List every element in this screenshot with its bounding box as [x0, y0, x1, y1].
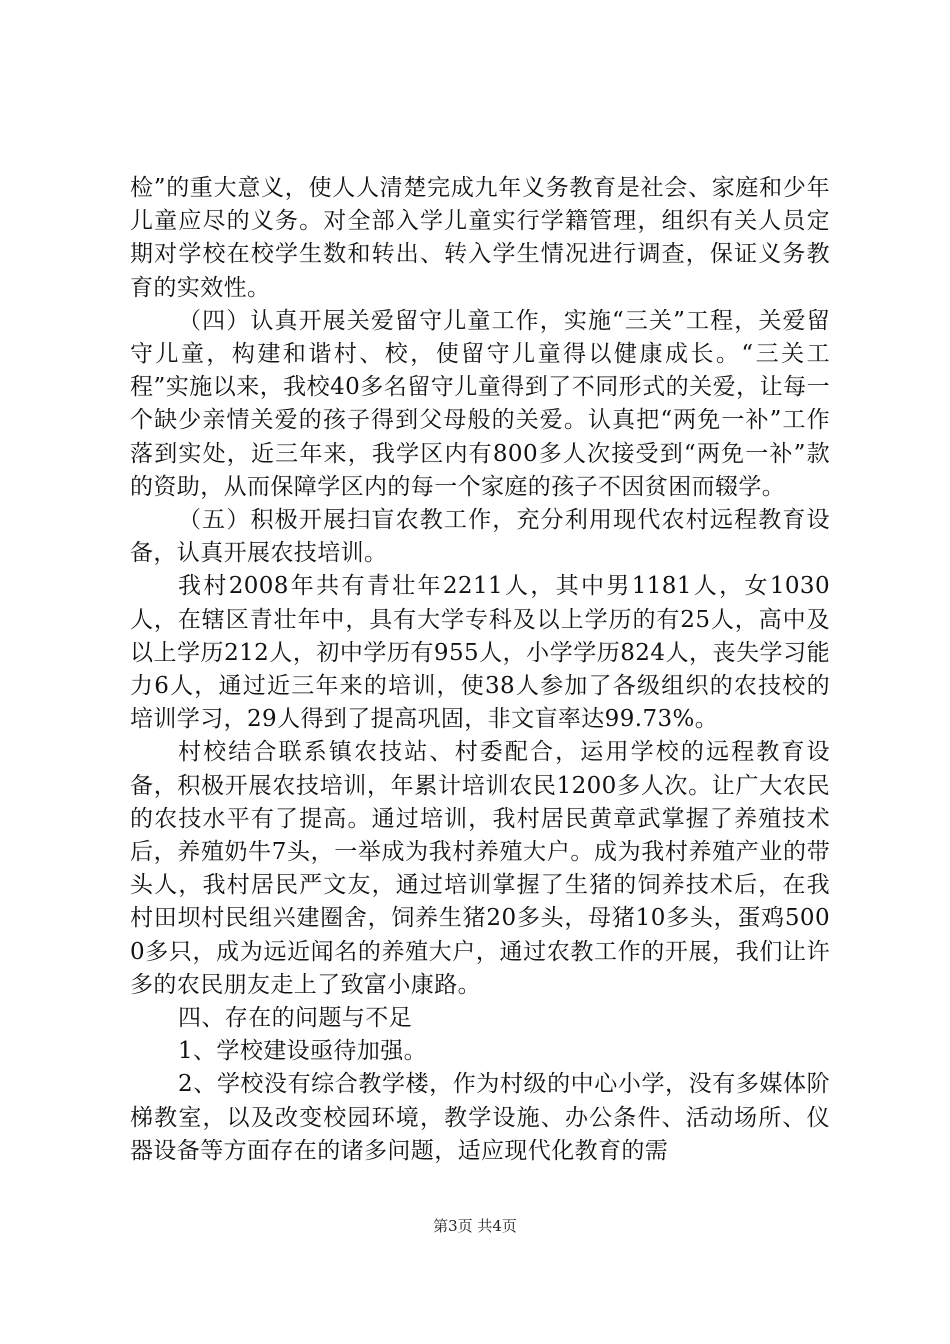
paragraph-training: 村校结合联系镇农技站、村委配合，运用学校的远程教育设备，积极开展农技培训，年累计培训农民1200多人次。让广大农民的农技水平有了提高。通过培训，我村居民黄章武掌握了养殖技术后，养殖奶牛7头，一举成为我村养殖大户。成为我村养殖产业的带头人，我村居民严文友，通过培训掌握了生猪的饲养技术后，在我村田坝村民组兴建圈舍，饲养生猪20多头，母猪10多头，蛋鸡5000多只，成为远近闻名的养殖大户，通过农教工作的开展，我们让许多的农民朋友走上了致富小康路。: [130, 739, 830, 998]
paragraph-continuation: 检”的重大意义，使人人清楚完成九年义务教育是社会、家庭和少年儿童应尽的义务。对全部入学儿童实行学籍管理，组织有关人员定期对学校在校学生数和转出、转入学生情况进行调查，保证义务教育的实效性。: [130, 175, 830, 301]
paragraph-statistics: 我村2008年共有青壮年2211人，其中男1181人，女1030人，在辖区青壮年中，具有大学专科及以上学历的有25人，高中及以上学历212人，初中学历有955人，小学学历824人，丧失学习能力6人，通过近三年来的培训，使38人参加了各级组织的农技校的培训学习，29人得到了提高巩固，非文盲率达99.73%。: [130, 573, 830, 733]
paragraph-section-four: （四）认真开展关爱留守儿童工作，实施“三关”工程，关爱留守儿童，构建和谐村、校，使留守儿童得以健康成长。“三关工程”实施以来，我校40多名留守儿童得到了不同形式的关爱，让每一个缺少亲情关爱的孩子得到父母般的关爱。认真把“两免一补”工作落到实处，近三年来，我学区内有800多人次接受到“两免一补”款的资助，从而保障学区内的每一个家庭的孩子不因贫困而辍学。: [130, 307, 830, 500]
heading-problems: 四、存在的问题与不足: [178, 1005, 412, 1032]
document-body: [130, 172, 830, 1168]
list-item-2: 2、学校没有综合教学楼，作为村级的中心小学，没有多媒体阶梯教室，以及改变校园环境，教学设施、办公条件、活动场所、仪器设备等方面存在的诸多问题，适应现代化教育的需: [130, 1071, 830, 1164]
list-item-1: 1、学校建设亟待加强。: [178, 1038, 428, 1065]
page-number-footer: 第3页 共4页: [433, 1217, 517, 1235]
paragraph-section-five: （五）积极开展扫盲农教工作，充分利用现代农村远程教育设备，认真开展农技培训。: [130, 507, 830, 567]
